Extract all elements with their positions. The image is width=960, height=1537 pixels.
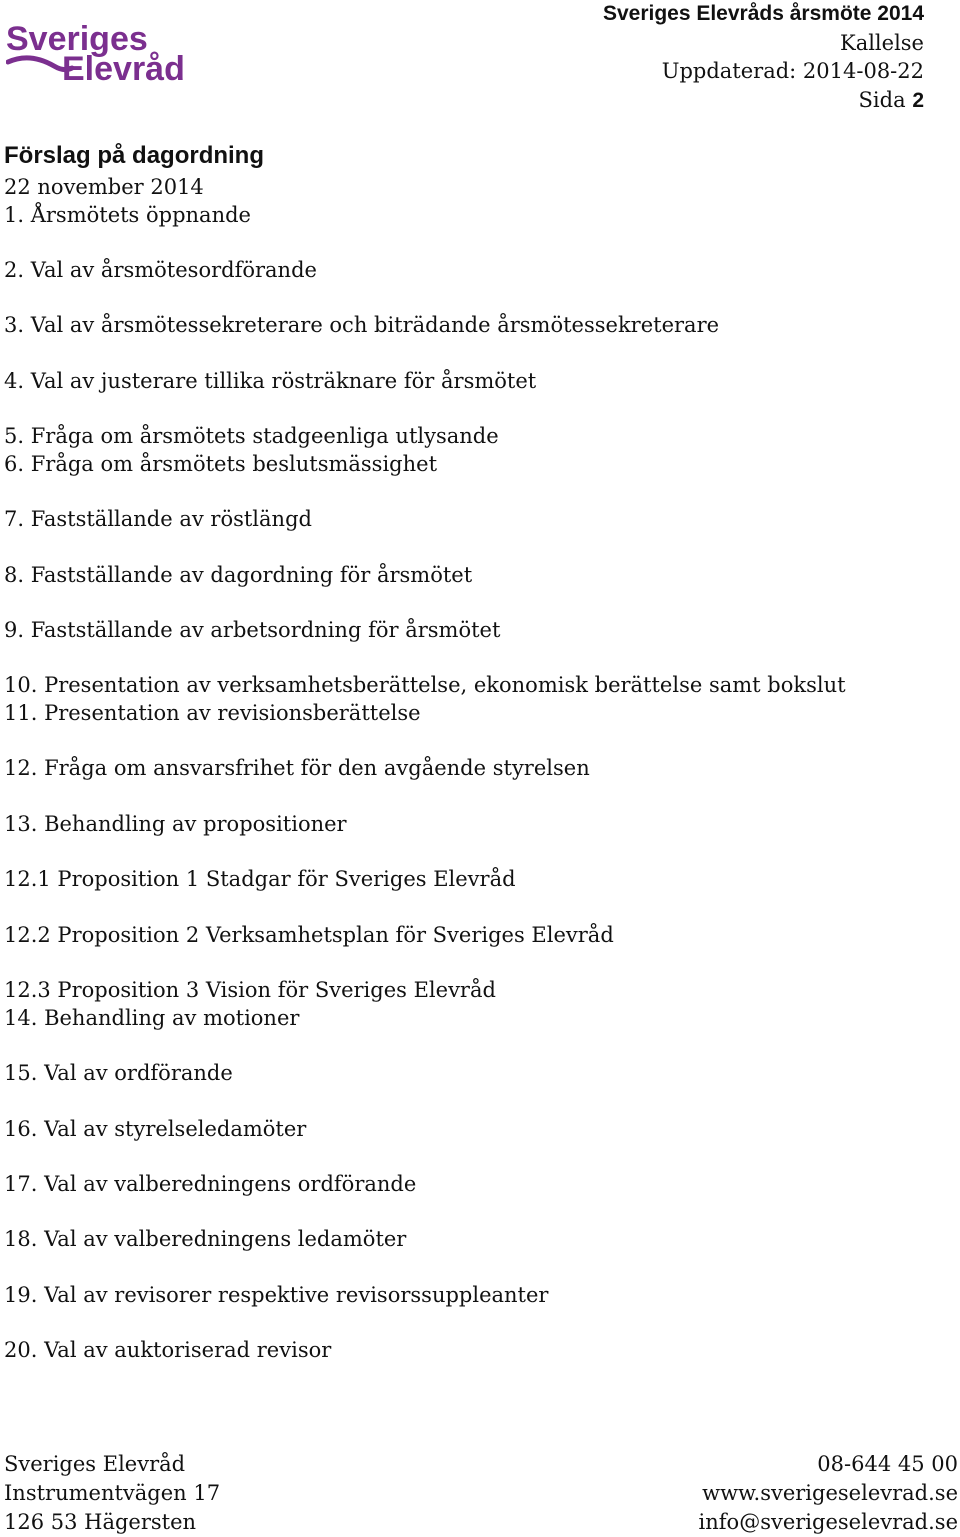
meeting-date: 22 november 2014 xyxy=(4,175,204,199)
footer-website-link[interactable]: www.sverigeselevrad.se xyxy=(702,1481,958,1505)
agenda-item: 5. Fråga om årsmötets stadgeenliga utlysande xyxy=(4,424,499,448)
agenda-subitem: 12.3 Proposition 3 Vision för Sveriges Elevråd xyxy=(4,978,496,1002)
agenda-item: 1. Årsmötets öppnande xyxy=(4,203,251,227)
footer-phone: 08-644 45 00 xyxy=(817,1452,958,1476)
agenda-subitem: 12.1 Proposition 1 Stadgar för Sveriges Elevråd xyxy=(4,867,516,891)
agenda-item: 4. Val av justerare tillika rösträknare för årsmötet xyxy=(4,369,537,393)
document-type: Kallelse xyxy=(840,30,924,55)
updated-date: Uppdaterad: 2014-08-22 xyxy=(661,59,924,83)
agenda-item: 15. Val av ordförande xyxy=(4,1061,233,1085)
footer-org: Sveriges Elevråd xyxy=(4,1452,186,1476)
footer-email-link[interactable]: info@sverigeselevrad.se xyxy=(698,1510,958,1534)
logo-line2: Elevråd xyxy=(62,50,185,84)
agenda-item: 2. Val av årsmötesordförande xyxy=(4,258,317,282)
agenda-item: 12. Fråga om ansvarsfrihet för den avgående styrelsen xyxy=(4,756,590,780)
agenda-item: 20. Val av auktoriserad revisor xyxy=(4,1338,332,1362)
footer-contact xyxy=(699,1450,958,1537)
agenda-title: Förslag på dagordning xyxy=(4,142,265,169)
page-label: Sida xyxy=(858,87,906,112)
agenda-item: 10. Presentation av verksamhetsberättelse, ekonomisk berättelse samt bokslut xyxy=(4,673,846,697)
agenda-item: 19. Val av revisorer respektive revisorssuppleanter xyxy=(4,1283,549,1307)
agenda-item: 11. Presentation av revisionsberättelse xyxy=(4,701,421,725)
agenda-item: 14. Behandling av motioner xyxy=(4,1006,300,1030)
footer-address xyxy=(4,1450,220,1537)
agenda-item: 16. Val av styrelseledamöter xyxy=(4,1117,307,1141)
logo-line1: Sveriges xyxy=(6,20,148,58)
document-header xyxy=(603,0,924,115)
agenda-subitem: 12.2 Proposition 2 Verksamhetsplan för Sveriges Elevråd xyxy=(4,923,614,947)
page-number: 2 xyxy=(912,88,924,112)
document-title: Sveriges Elevråds årsmöte 2014 xyxy=(602,2,924,25)
footer-city: 126 53 Hägersten xyxy=(4,1510,197,1534)
agenda-item: 17. Val av valberedningens ordförande xyxy=(4,1172,417,1196)
footer-street: Instrumentvägen 17 xyxy=(4,1481,221,1505)
agenda-item: 3. Val av årsmötessekreterare och biträdande årsmötessekreterare xyxy=(4,313,720,337)
page-indicator xyxy=(603,86,924,116)
agenda-item: 7. Fastställande av röstlängd xyxy=(4,507,312,531)
sveriges-elevrad-logo xyxy=(6,18,216,84)
agenda-item: 8. Fastställande av dagordning för årsmötet xyxy=(4,563,473,587)
agenda-item: 13. Behandling av propositioner xyxy=(4,812,347,836)
agenda-item: 18. Val av valberedningens ledamöter xyxy=(4,1227,407,1251)
agenda-item: 6. Fråga om årsmötets beslutsmässighet xyxy=(4,452,438,476)
agenda-item: 9. Fastställande av arbetsordning för årsmötet xyxy=(4,618,501,642)
